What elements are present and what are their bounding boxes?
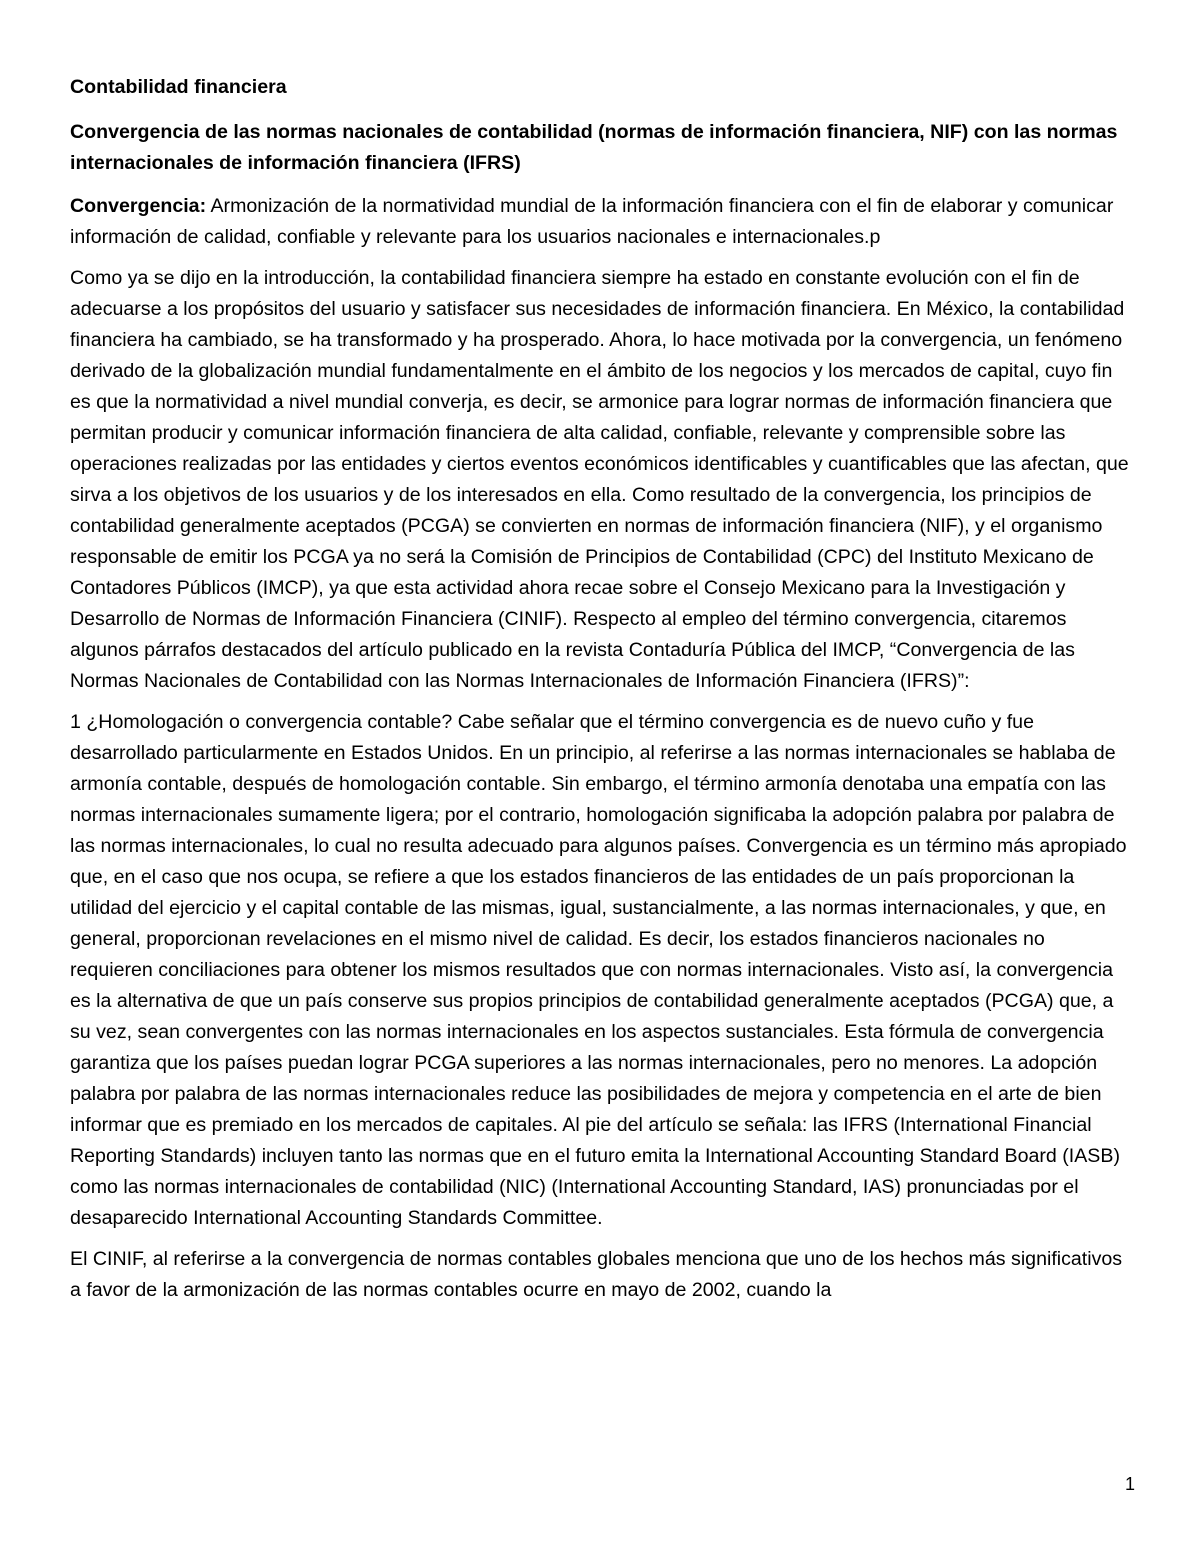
body-paragraph-homologacion: 1 ¿Homologación o convergencia contable? Cabe señalar que el término convergencia es de nuevo cuño y fue desarrollado particularmente en Estados Unidos. En un principio, al referirse a las normas internacionales se hablaba de armonía contable, después de homologación contable. Sin embargo, el término armonía denotaba una empatía con las normas internacionales sumamente ligera; por el contrario, homologación significaba la adopción palabra por palabra de las normas internacionales, lo cual no resulta adecuado para algunos países. Convergencia es un término más apropiado que, en el caso que nos ocupa, se refiere a que los estados financieros de las entidades de un país proporcionan la utilidad del ejercicio y el capital contable de las mismas, igual, sustancialmente, a las normas internacionales, y que, en general, proporcionan revelaciones en el mismo nivel de calidad. Es decir, los estados financieros nacionales no requieren conciliaciones para obtener los mismos resultados que con normas internacionales. Visto así, la convergencia es la alternativa de que un país conserve sus propios principios de contabilidad generalmente aceptados (PCGA) que, a su vez, sean convergentes con las normas internacionales en los aspectos sustanciales. Esta fórmula de convergencia garantiza que los países puedan lograr PCGA superiores a las normas internacionales, pero no menores. La adopción palabra por palabra de las normas internacionales reduce las posibilidades de mejora y competencia en el arte de bien informar que es premiado en los mercados de capitales. Al pie del artículo se señala: las IFRS (International Financial Reporting Standards) incluyen tanto las normas que en el futuro emita la International Accounting Standard Board (IASB) como las normas internacionales de contabilidad (NIC) (International Accounting Standard, IAS) pronunciadas por el desaparecido International Accounting Standards Committee. — [70, 711, 1127, 1229]
document-title: Contabilidad financiera — [70, 76, 287, 98]
definition-text: Armonización de la normatividad mundial de la información financiera con el fin de elaborar y comunicar información de calidad, confiable y relevante para los usuarios nacionales e internacionales.p — [70, 195, 1114, 248]
document-page — [70, 72, 1132, 1316]
page-number: 1 — [1124, 1474, 1135, 1494]
definition-term: Convergencia: — [70, 195, 207, 217]
body-paragraph-cinif: El CINIF, al referirse a la convergencia de normas contables globales menciona que uno de los hechos más significativos a favor de la armonización de las normas contables ocurre en mayo de 2002, cuando la — [70, 1248, 1123, 1301]
document-subtitle: Convergencia de las normas nacionales de contabilidad (normas de información financiera, NIF) con las normas internacionales de información financiera (IFRS) — [70, 121, 1118, 174]
definition-paragraph — [70, 191, 1132, 253]
body-paragraph-intro: Como ya se dijo en la introducción, la contabilidad financiera siempre ha estado en constante evolución con el fin de adecuarse a los propósitos del usuario y satisfacer sus necesidades de información financiera. En México, la contabilidad financiera ha cambiado, se ha transformado y ha prosperado. Ahora, lo hace motivada por la convergencia, un fenómeno derivado de la globalización mundial fundamentalmente en el ámbito de los negocios y los mercados de capital, cuyo fin es que la normatividad a nivel mundial converja, es decir, se armonice para lograr normas de información financiera que permitan producir y comunicar información financiera de alta calidad, confiable, relevante y comprensible sobre las operaciones realizadas por las entidades y ciertos eventos económicos identificables y cuantificables que las afectan, que sirva a los objetivos de los usuarios y de los interesados en ella. Como resultado de la convergencia, los principios de contabilidad generalmente aceptados (PCGA) se convierten en normas de información financiera (NIF), y el organismo responsable de emitir los PCGA ya no será la Comisión de Principios de Contabilidad (CPC) del Instituto Mexicano de Contadores Públicos (IMCP), ya que esta actividad ahora recae sobre el Consejo Mexicano para la Investigación y Desarrollo de Normas de Información Financiera (CINIF). Respecto al empleo del término convergencia, citaremos algunos párrafos destacados del artículo publicado en la revista Contaduría Pública del IMCP, “Convergencia de las Normas Nacionales de Contabilidad con las Normas Internacionales de Información Financiera (IFRS)”: — [70, 267, 1129, 692]
